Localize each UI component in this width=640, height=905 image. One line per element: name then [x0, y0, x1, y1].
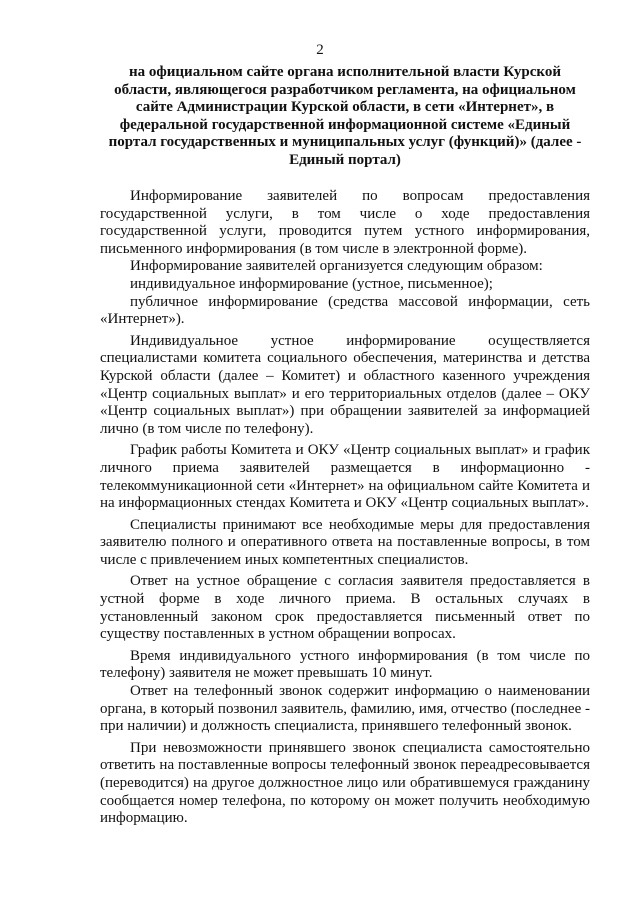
- page-number: 2: [316, 42, 324, 58]
- document-body: [100, 188, 590, 828]
- paragraph-informing-general: Информирование заявителей по вопросам предоставления государственной услуги, в том числе о ходе предоставления государственной услуги, проводится путем устного информирования, письменного информирования (в том числе в электронной форме).: [100, 188, 590, 257]
- paragraph-public-informing: публичное информирование (средства массовой информации, сеть «Интернет»).: [100, 293, 590, 328]
- paragraph-oral-response: Ответ на устное обращение с согласия заявителя предоставляется в устной форме в ходе личного приема. В остальных случаях в установленный законом срок предоставляется письменный ответ по существу поставленных в устном обращении вопросах.: [100, 573, 590, 643]
- paragraph-specialists-measures: Специалисты принимают все необходимые меры для предоставления заявителю полного и оперативного ответа на поставленные вопросы, в том числе с привлечением иных компетентных специалистов.: [100, 516, 590, 568]
- paragraph-work-schedule: График работы Комитета и ОКУ «Центр социальных выплат» и график личного приема заявителей размещается в информационно - телекоммуникационной сети «Интернет» на официальном сайте Комитета и на информационных стендах Комитета и ОКУ «Центр социальных выплат».: [100, 442, 590, 512]
- paragraph-phone-answer: Ответ на телефонный звонок содержит информацию о наименовании органа, в который позвонил заявитель, фамилию, имя, отчество (последнее - при наличии) и должность специалиста, принявшего телефонный звонок.: [100, 683, 590, 735]
- paragraph-individual-informing: индивидуальное информирование (устное, письменное);: [130, 275, 493, 292]
- paragraph-informing-methods: Информирование заявителей организуется следующим образом:: [130, 258, 543, 275]
- paragraph-call-redirect: При невозможности принявшего звонок специалиста самостоятельно ответить на поставленные вопросы телефонный звонок переадресовывается (переводится) на другое должностное лицо или обратившемуся гражданину сообщается номер телефона, по которому он может получить необходимую информацию.: [100, 739, 590, 827]
- paragraph-oral-informing: Индивидуальное устное информирование осуществляется специалистами комитета социального обеспечения, материнства и детства Курской области (далее – Комитет) и областного казенного учреждения «Центр социальных выплат» и его территориальных отделов (далее – ОКУ «Центр социальных выплат») при обращении заявителей за информацией лично (в том числе по телефону).: [100, 332, 590, 437]
- paragraph-time-limit: Время индивидуального устного информирования (в том числе по телефону) заявителя не может превышать 10 минут.: [100, 647, 590, 682]
- section-heading: на официальном сайте органа исполнительной власти Курской области, являющегося разработчиком регламента, на официальном сайте Администрации Курской области, в сети «Интернет», в федеральной государственной информационной системе «Единый портал государственных и муниципальных услуг (функций)» (далее - Единый портал): [108, 64, 582, 168]
